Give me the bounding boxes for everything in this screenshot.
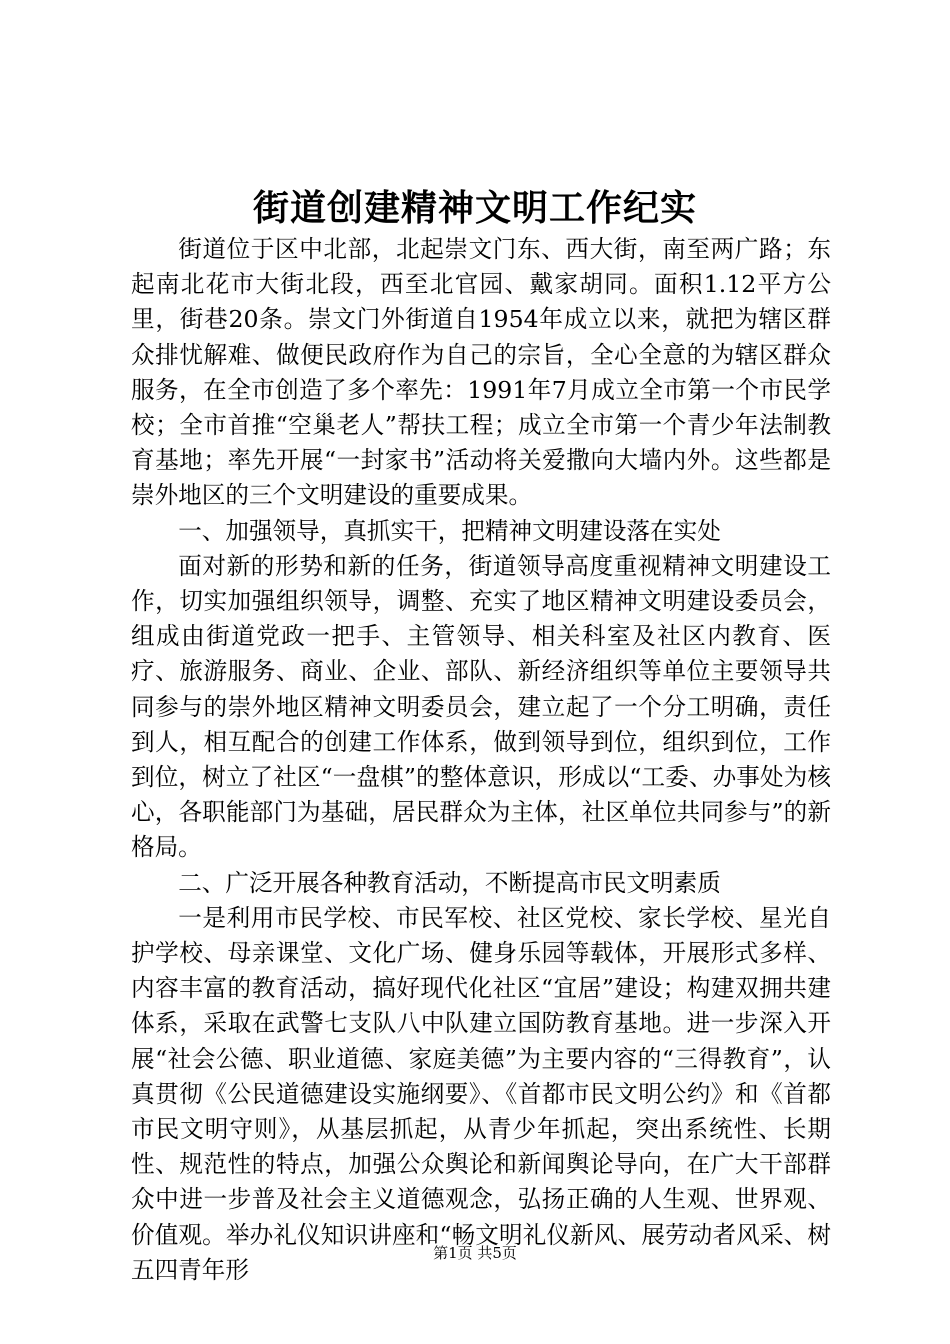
section-heading-2: 二、广泛开展各种教育活动，不断提高市民文明素质 bbox=[178, 868, 721, 897]
page-footer: 第1页 共5页 bbox=[433, 1244, 517, 1262]
document-title: 街道创建精神文明工作纪实 bbox=[252, 187, 697, 229]
document-body bbox=[131, 232, 831, 1288]
paragraph-intro: 街道位于区中北部，北起崇文门东、西大街，南至两广路；东起南北花市大街北段，西至北官园、戴家胡同。面积1.12平方公里，街巷20条。崇文门外街道自1954年成立以来，就把为辖区群众排忧解难、做便民政府作为自己的宗旨，全心全意的为辖区群众服务，在全市创造了多个率先：1991年7月成立全市第一个市民学校；全市首推“空巢老人”帮扶工程；成立全市第一个青少年法制教育基地；率先开展“一封家书”活动将关爱撒向大墙内外。这些都是崇外地区的三个文明建设的重要成果。 bbox=[131, 235, 831, 510]
section-heading-1: 一、加强领导，真抓实干，把精神文明建设落在实处 bbox=[178, 516, 721, 545]
paragraph-section-2: 一是利用市民学校、市民军校、社区党校、家长学校、星光自护学校、母亲课堂、文化广场、健身乐园等载体，开展形式多样、内容丰富的教育活动，搞好现代化社区“宜居”建设；构建双拥共建体系，采取在武警七支队八中队建立国防教育基地。进一步深入开展“社会公德、职业道德、家庭美德”为主要内容的“三得教育”，认真贯彻《公民道德建设实施纲要》、《首都市民文明公约》和《首都市民文明守则》，从基层抓起，从青少年抓起，突出系统性、长期性、规范性的特点，加强公众舆论和新闻舆论导向，在广大干部群众中进一步普及社会主义道德观念，弘扬正确的人生观、世界观、价值观。举办礼仪知识讲座和“畅文明礼仪新风、展劳动者风采、树五四青年形 bbox=[131, 903, 831, 1284]
paragraph-section-1: 面对新的形势和新的任务，街道领导高度重视精神文明建设工作，切实加强组织领导，调整、充实了地区精神文明建设委员会，组成由街道党政一把手、主管领导、相关科室及社区内教育、医疗、旅游服务、商业、企业、部队、新经济组织等单位主要领导共同参与的崇外地区精神文明委员会，建立起了一个分工明确，责任到人，相互配合的创建工作体系，做到领导到位，组织到位，工作到位，树立了社区“一盘棋”的整体意识，形成以“工委、办事处为核心，各职能部门为基础，居民群众为主体，社区单位共同参与”的新格局。 bbox=[131, 551, 831, 862]
